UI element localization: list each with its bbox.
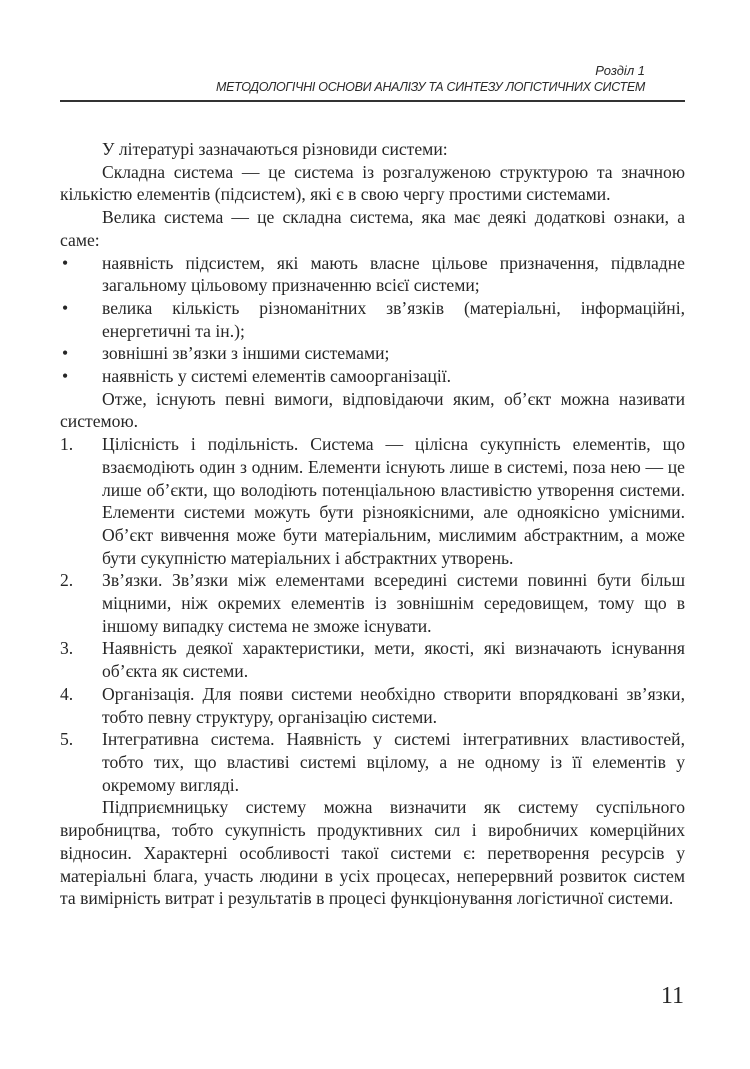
bullet-text: наявність у системі елементів самоорганізації. [102, 366, 452, 387]
paragraph-large-system: Велика система — це складна система, яка має деякі додаткові ознаки, а саме: [60, 207, 685, 250]
item-number: 4. [60, 683, 74, 704]
bullet-marker: • [62, 252, 69, 273]
bullet-marker: • [62, 343, 69, 364]
numbered-item [60, 683, 685, 728]
running-header [60, 63, 685, 102]
paragraph-enterprise-system: Підприємницьку систему можна визначити як систему суспільного виробництва, тобто сукупність продуктивних сил і виробничих комерційних відносин. Характерні особливості такої системи є: перетворення ресурсів у матеріальні блага, участь людини в усіх процесах, неперервний розвиток систем та вимірність витрат і результатів в процесі функціонування логістичної системи. [60, 797, 685, 909]
header-rule [60, 100, 685, 102]
bullet-text: зовнішні зв’язки з іншими системами; [102, 343, 390, 364]
numbered-item [60, 637, 685, 682]
item-text: Інтегративна система. Наявність у системі інтегративних властивостей, тобто тих, що властиві системі вцілому, а не одному із її елементів у окремому вигляді. [102, 729, 685, 795]
page-body [60, 138, 685, 910]
numbered-item [60, 728, 685, 796]
list-item [60, 365, 685, 388]
page-number: 11 [660, 983, 684, 1009]
list-item [60, 342, 685, 365]
item-number: 1. [60, 434, 74, 455]
item-text: Наявність деякої характеристики, мети, якості, які визначають існування об’єкта як системи. [102, 638, 685, 682]
paragraph-intro: У літературі зазначаються різновиди системи: [102, 139, 448, 159]
section-label: Розділ 1 [595, 63, 645, 78]
item-text: Цілісність і подільність. Система — цілісна сукупність елементів, що взаємодіють один з одним. Елементи існують лише в системі, поза нею — це лише об’єкти, що володіють потенціальною властивістю утворення системи. Елементи системи можуть бути різноякісними, але одноякісно умісними. Об’єкт вивчення може бути матеріальним, мислимим абстрактним, а може бути сукупністю матеріальних і абстрактних утворень. [102, 434, 685, 568]
bullet-text: наявність підсистем, які мають власне цільове призначення, підвладне загальному цільовому призначенню всієї системи; [102, 252, 685, 296]
bullet-marker: • [62, 366, 69, 387]
numbered-item [60, 433, 685, 569]
item-text: Організація. Для появи системи необхідно створити впорядковані зв’язки, тобто певну структуру, організацію системи. [102, 683, 685, 727]
bullet-text: велика кількість різноманітних зв’язків (матеріальні, інформаційні, енергетичні та ін.); [102, 297, 685, 341]
list-item [60, 252, 685, 297]
chapter-title: МЕТОДОЛОГІЧНІ ОСНОВИ АНАЛІЗУ ТА СИНТЕЗУ ЛОГІСТИЧНИХ СИСТЕМ [216, 80, 645, 94]
item-number: 3. [60, 638, 74, 659]
paragraph-requirements: Отже, існують певні вимоги, відповідаючи яким, об’єкт можна називати системою. [60, 388, 685, 432]
item-number: 5. [60, 729, 74, 750]
bullet-marker: • [62, 297, 69, 318]
item-number: 2. [60, 570, 74, 591]
list-item [60, 297, 685, 342]
paragraph-complex-system: Складна система — це система із розгалуженою структурою та значною кількістю елементів (підсистем), які є в свою чергу простими системами. [60, 161, 685, 205]
item-text: Зв’язки. Зв’язки між елементами всередині системи повинні бути більш міцними, ніж окремих елементів із зовнішнім середовищем, тому що в іншому випадку система не зможе існувати. [102, 570, 685, 636]
numbered-item [60, 569, 685, 637]
